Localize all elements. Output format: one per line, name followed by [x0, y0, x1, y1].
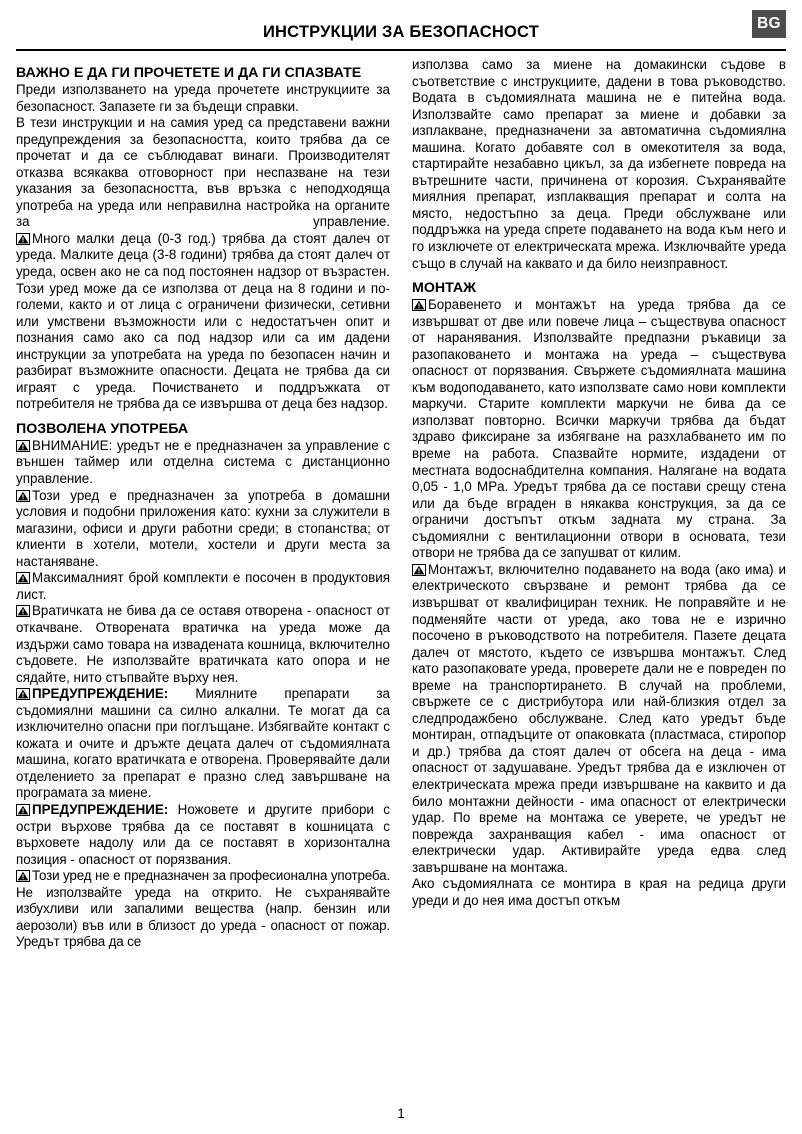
language-badge: BG	[752, 10, 786, 38]
left-column	[16, 57, 390, 951]
warning-triangle-icon	[412, 299, 426, 311]
left-paragraph-10	[16, 868, 390, 951]
left-paragraph-8-label: ПРЕДУПРЕЖДЕНИЕ:	[32, 686, 169, 702]
warning-triangle-icon	[16, 870, 30, 882]
left-paragraph-10-text: Този уред не е предназначен за професионална употреба. Не използвайте уреда на открито. Не съхранявайте избухливи или запалими вещества (напр. бензин или аерозоли) във или в близост до уреда - опасност от пожар. Уредът трябва да се	[16, 868, 390, 950]
left-paragraph-5-text: Този уред е предназначен за употреба в домашни условия и подобни приложения като: кухни за служители в магазини, офиси и други работни среди; в стопанства; от клиенти в хотели, мотели, хостели и други места за настаняване.	[16, 487, 390, 569]
warning-triangle-icon	[16, 490, 30, 502]
left-paragraph-7-text: Вратичката не бива да се оставя отворена - опасност от откачване. Отворената вратичка на уреда може да издържи само товара на извадената кошница, включително съдовете. Не използвайте вратичката като опора и не сядайте, нито стъпвайте върху нея.	[16, 603, 390, 685]
right-paragraph-3-text: Монтажът, включително подаването на вода (ако има) и електрическото свързване и ремонт трябва да се извършват от квалифициран техник. Не поправяйте и не подменяйте части от уреда, ако това не е изрично посочено в ръководството на потребителя. Пазете децата далеч от мястото, където се извършва монтажът. След като разопаковате уреда, проверете дали не е повреден по време на транспортирането. В случай на проблеми, свържете се с дистрибутора или най-близкия отдел за следпродажбено обслужване. След като уредът бъде монтиран, отпадъците от опаковката (пластмаса, стиропор и др.) трябва да стоят далеч от обсега на деца - има опасност от задушаване. Уредът трябва да е изключен от електрическата мрежа преди извършване на каквито и да било монтажни дейности - има опасност от електрически удар. По време на монтажа се уверете, че уредът не поврежда захранващия кабел - има опасност от електрически удар. Активирайте уреда едва след завършване на монтажа.	[412, 561, 786, 875]
right-column	[412, 57, 786, 909]
page-header	[16, 0, 786, 46]
two-column-body	[16, 57, 786, 951]
left-paragraph-9-label: ПРЕДУПРЕЖДЕНИЕ:	[32, 801, 169, 817]
warning-triangle-icon	[16, 233, 30, 245]
left-paragraph-2	[16, 115, 390, 231]
warning-triangle-icon	[16, 572, 30, 584]
right-paragraph-2	[412, 297, 786, 562]
page-number: 1	[397, 1106, 405, 1121]
warning-triangle-icon	[16, 440, 30, 452]
left-heading-permitted-use: ПОЗВОЛЕНА УПОТРЕБА	[16, 420, 189, 437]
left-paragraph-6-text: Максималният брой комплекти е посочен в продуктовия лист.	[16, 570, 390, 602]
right-paragraph-4-text: Ако съдомиялната се монтира в края на редица други уреди и до нея има достъп откъм	[412, 876, 786, 908]
left-paragraph-5	[16, 488, 390, 571]
left-paragraph-4	[16, 438, 390, 488]
left-paragraph-3	[16, 231, 390, 413]
left-paragraph-9-text: Ножовете и другите прибори с остри върхове трябва да се поставят в кошницата с върховете надолу или да се поставят в хоризонтална позиция - опасност от порязвания.	[16, 801, 390, 867]
left-paragraph-1	[16, 82, 390, 115]
warning-triangle-icon	[16, 688, 30, 700]
right-paragraph-3	[412, 562, 786, 876]
warning-triangle-icon	[16, 605, 30, 617]
left-heading-important: ВАЖНО Е ДА ГИ ПРОЧЕТЕТЕ И ДА ГИ СПАЗВАТЕ	[16, 65, 362, 81]
right-paragraph-4	[412, 876, 786, 909]
left-paragraph-6	[16, 570, 390, 603]
right-paragraph-2-text: Боравенето и монтажът на уреда трябва да се извършват от две или повече лица – съществува опасност от наранявания. Използвайте предпазни ръкавици за разопаковането и монтажа на уреда – съществува опасност от порязвания. Свържете съдомиялната машина към водоподаването, като използвате само нови комплекти маркучи. Старите комплекти маркучи не бива да се използват повторно. Всички маркучи трябва да бъдат здраво фиксиране за избягване на разхлабването им по време на работа. Спазвайте нормите, издадени от местната водоснабдителна компания. Налягане на водата 0,05 - 1,0 MPa. Уредът трябва да се постави срещу стена или да бъде вграден в някаква конструкция, за да се ограничи достъпът откъм задната му страна. За съдомиялни с вентилационни отвори в основата, тези отвори не трябва да се запушват от килим.	[412, 297, 786, 561]
right-paragraph-1-text: използва само за миене на домакински съдове в съответствие с инструкциите, дадени в това ръководство. Водата в съдомиялната машина не е питейна вода. Използвайте само препарат за миене и добавки за изплакване, предназначени за автоматична съдомиялна машина. Когато добавяте сол в омекотителя за вода, стартирайте незабавно цикъл, за да избегнете повреда на вътрешните части, причинена от корозия. Съхранявайте миялния препарат, изплакващия препарат и солта на място, недостъпно за деца. Преди обслужване или поддръжка на уреда спрете подаването на вода към него и го изключете от електрическата мрежа. Изключвайте уреда също в случай на каквато и да било неизправност.	[412, 57, 786, 271]
left-paragraph-9	[16, 802, 390, 868]
left-paragraph-8-text: Миялните препарати за съдомиялни машини са силно алкални. Те могат да са изключително опасни при поглъщане. Избягвайте контакт с кожата и очите и дръжте децата далеч от съдомиялната машина, когато вратичката е отворена. Проверявайте дали отделението за препарат е празно след завършване на програмата за миене.	[16, 686, 390, 801]
left-paragraph-8	[16, 686, 390, 802]
warning-triangle-icon	[412, 564, 426, 576]
right-heading-installation: МОНТАЖ	[412, 280, 476, 297]
header-divider	[16, 49, 786, 51]
left-paragraph-2-text: В тези инструкции и на самия уред са представени важни предупреждения за безопасността, които трябва да се прочетат и да се съблюдават винаги. Производителят отказва всякаква отговорност при неспазване на тези указания за безопасността, във връзка с неподходяща употреба на уреда или неправилна настройка на органите за управление.	[16, 115, 390, 230]
left-paragraph-4-text: ВНИМАНИЕ: уредът не е предназначен за управление с външен таймер или отделна система с дистанционно управление.	[16, 437, 390, 487]
left-paragraph-1-text: Преди използването на уреда прочетете инструкциите за безопасност. Запазете ги за бъдещи справки.	[16, 82, 390, 114]
warning-triangle-icon	[16, 804, 30, 816]
left-paragraph-7	[16, 603, 390, 686]
left-paragraph-3-text: Много малки деца (0-3 год.) трябва да стоят далеч от уреда. Малките деца (3-8 години) трябва да стоят далеч от уреда, освен ако не са под постоянен надзор от възрастен. Този уред може да се използва от деца на 8 години и по-големи, както и от лица с ограничени физически, сетивни или умствени възможности или с недостатъчен опит и познания само ако са под надзор или са им дадени инструкции за употребата на уреда по безопасен начин и разбират възможните опасности. Децата не трябва да си играят с уреда. Почистването и поддръжката от потребителя не трябва да се извършва от деца без надзор.	[16, 230, 390, 412]
right-paragraph-1	[412, 57, 786, 272]
page-title: ИНСТРУКЦИИ ЗА БЕЗОПАСНОСТ	[262, 23, 540, 41]
